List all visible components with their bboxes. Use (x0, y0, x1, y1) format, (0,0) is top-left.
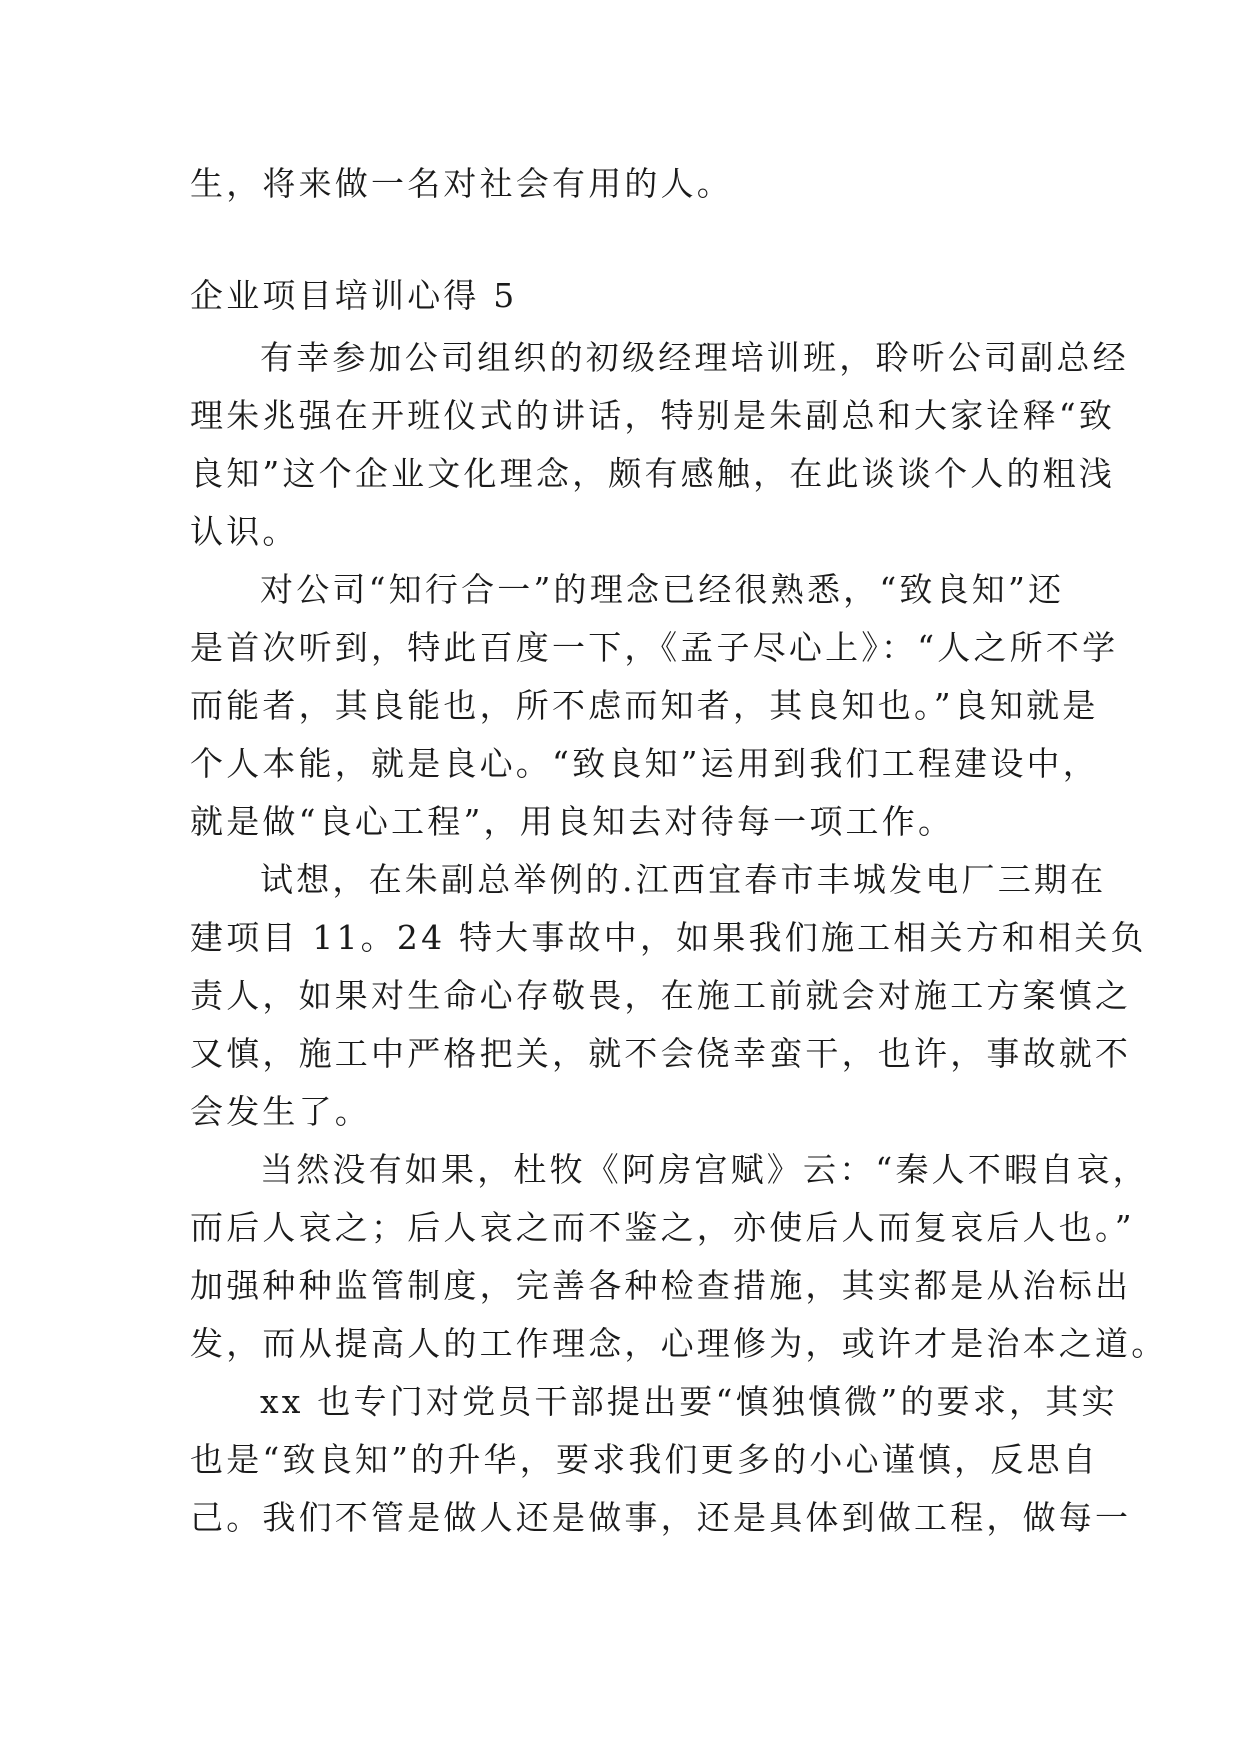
text-line: 理朱兆强在开班仪式的讲话，特别是朱副总和大家诠释“致 (190, 396, 1116, 435)
paragraph-3 (190, 851, 1147, 1141)
text-line: 就是做“良心工程”，用良知去对待每一项工作。 (190, 802, 955, 841)
text-line: 良知”这个企业文化理念，颇有感触，在此谈谈个人的粗浅 (190, 454, 1116, 493)
text-line: 责人，如果对生命心存敬畏，在施工前就会对施工方案慎之 (190, 976, 1132, 1015)
text-line: 己。我们不管是做人还是做事，还是具体到做工程，做每一 (190, 1498, 1132, 1537)
text-line: 当然没有如果，杜牧《阿房宫赋》云：“秦人不暇自哀， (260, 1150, 1149, 1189)
section-title: 企业项目培训心得 5 (190, 276, 518, 315)
text-line: 而后人哀之；后人哀之而不鉴之，亦使后人而复哀后人也。” (190, 1208, 1135, 1247)
text-line: 认识。 (190, 512, 299, 551)
paragraph-4 (190, 1141, 1168, 1373)
text-line: 有幸参加公司组织的初级经理培训班，聆听公司副总经 (260, 338, 1129, 377)
text-line: xx 也专门对党员干部提出要“慎独慎微”的要求，其实 (260, 1382, 1118, 1421)
text-line: 试想，在朱副总举例的.江西宜春市丰城发电厂三期在 (260, 860, 1107, 899)
text-line: 会发生了。 (190, 1092, 371, 1131)
text-line: 加强种种监管制度，完善各种检查措施，其实都是从治标出 (190, 1266, 1132, 1305)
text-line: 而能者，其良能也，所不虑而知者，其良知也。”良知就是 (190, 686, 1099, 725)
text-line: 对公司“知行合一”的理念已经很熟悉，“致良知”还 (260, 570, 1065, 609)
paragraph-5 (190, 1373, 1132, 1547)
text-line: 建项目 11。24 特大事故中，如果我们施工相关方和相关负 (190, 918, 1147, 957)
text-line: 发，而从提高人的工作理念，心理修为，或许才是治本之道。 (190, 1324, 1168, 1363)
text-line: 生，将来做一名对社会有用的人。 (190, 164, 733, 203)
text-line: 又慎，施工中严格把关，就不会侥幸蛮干，也许，事故就不 (190, 1034, 1132, 1073)
document-body (190, 155, 1168, 1547)
paragraph-1 (190, 329, 1129, 561)
paragraph-2 (190, 561, 1119, 851)
continuation-paragraph (190, 155, 1070, 213)
text-line: 也是“致良知”的升华，要求我们更多的小心谨慎，反思自 (190, 1440, 1099, 1479)
text-line: 个人本能，就是良心。“致良知”运用到我们工程建设中， (190, 744, 1099, 783)
text-line: 是首次听到，特此百度一下，《孟子尽心上》：“人之所不学 (190, 628, 1119, 667)
